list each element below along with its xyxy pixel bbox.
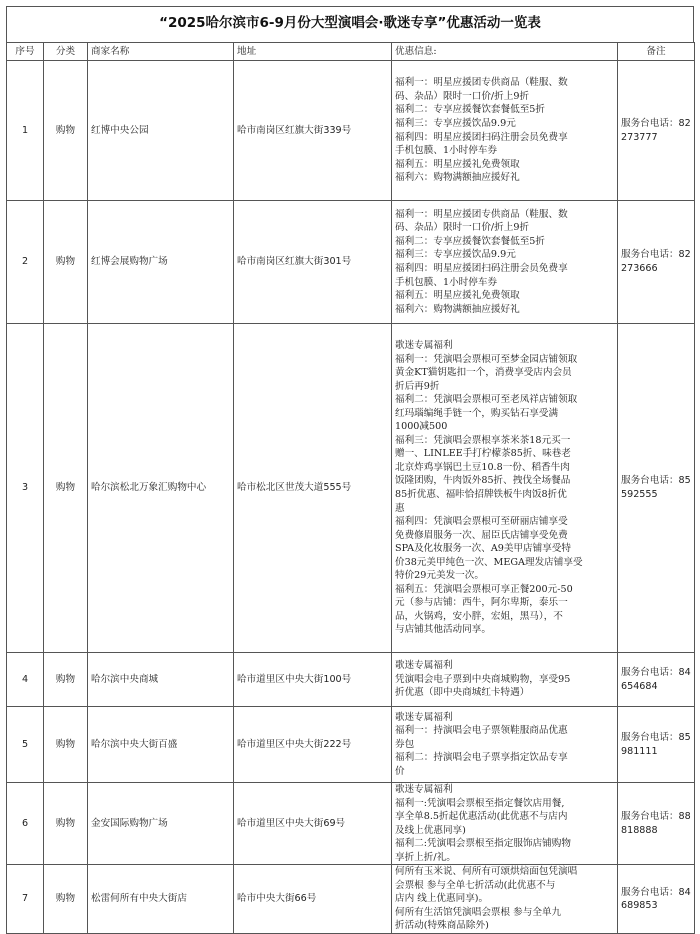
row-benefits xyxy=(392,201,618,324)
benefit-line: 福利五：明星应援礼免费领取 xyxy=(395,158,520,170)
benefit-line: 歌迷专属福利 xyxy=(395,660,453,672)
header-notes: 备注 xyxy=(618,43,695,61)
table-row xyxy=(7,201,695,324)
benefit-line: 福利三：凭演唱会票根享茶米茶18元买一 xyxy=(395,434,571,446)
row-index: 7 xyxy=(7,865,44,934)
benefit-line: 歌迷专属福利 xyxy=(395,339,453,351)
benefit-line: 及线上优惠同享) xyxy=(395,824,466,836)
benefit-line: 赠一、LINLEE手打柠檬茶85折、味巷老 xyxy=(395,448,571,460)
benefit-line: 与店铺其他活动同享。 xyxy=(395,624,491,636)
row-benefits xyxy=(392,783,618,865)
row-category: 购物 xyxy=(44,707,88,783)
row-benefits xyxy=(392,653,618,707)
row-index: 6 xyxy=(7,783,44,865)
benefit-line: 凭演唱会电子票到中央商城购物，享受95 xyxy=(395,673,571,685)
promotion-table xyxy=(6,42,695,934)
row-merchant-name: 松雷何所有中央大街店 xyxy=(88,865,234,934)
header-index: 序号 xyxy=(7,43,44,61)
benefit-line: 何所有生活馆凭演唱会票根 参与全单九 xyxy=(395,906,562,918)
row-benefits xyxy=(392,865,618,934)
row-merchant-name: 哈尔滨中央大街百盛 xyxy=(88,707,234,783)
benefit-line: 福利二：凭演唱会票根可至老凤祥店铺领取 xyxy=(395,394,578,406)
benefit-line: 特价29元美发一次。 xyxy=(395,570,484,582)
benefit-line: 码、杂品）限时一口价/折上9折 xyxy=(395,90,530,102)
benefit-line: 福利一：明星应援团专供商品（鞋服、数 xyxy=(395,208,568,220)
row-category: 购物 xyxy=(44,783,88,865)
benefit-line: 会票根 参与全单七折活动(此优惠不与 xyxy=(395,879,556,891)
benefit-line: 福利六：购物满额抽应援好礼 xyxy=(395,172,520,184)
benefit-line: 福利三：专享应援饮品9.9元 xyxy=(395,249,516,261)
benefit-line: 品，火锅鸡，安小胖，宏姐，黑马），不 xyxy=(395,610,563,622)
benefit-line: 歌迷专属福利 xyxy=(395,711,453,723)
row-note: 服务台电话：88818888 xyxy=(618,783,695,865)
benefit-line: 福利六：购物满额抽应援好礼 xyxy=(395,303,520,315)
table-row xyxy=(7,61,695,201)
header-merchant: 商家名称 xyxy=(88,43,234,61)
benefit-line: 享折上折/礼。 xyxy=(395,851,456,863)
row-merchant-name: 红博会展购物广场 xyxy=(88,201,234,324)
header-address: 地址 xyxy=(234,43,392,61)
row-benefits xyxy=(392,61,618,201)
benefit-line: 福利二：专享应援餐饮套餐低至5折 xyxy=(395,104,546,116)
benefit-line: 北京炸鸡享锅巴土豆10.8一份、稻香牛肉 xyxy=(395,461,570,473)
benefit-line: 红玛瑙编绳手链一个，购买钻石享受满 xyxy=(395,407,559,419)
row-index: 1 xyxy=(7,61,44,201)
row-category: 购物 xyxy=(44,324,88,653)
benefit-line: 福利五：明星应援礼免费领取 xyxy=(395,290,520,302)
benefit-line: 手机包膜、1小时停车券 xyxy=(395,276,498,288)
benefit-line: 折活动(特殊商品除外) xyxy=(395,920,489,932)
benefit-line: 价 xyxy=(395,765,405,777)
benefit-line: 店内 线上优惠同享)。 xyxy=(395,893,489,905)
benefit-line: 福利一：明星应援团专供商品（鞋服、数 xyxy=(395,77,568,89)
benefit-line: 折后再9折 xyxy=(395,380,440,392)
row-note: 服务台电话：82273666 xyxy=(618,201,695,324)
benefit-line: 福利二：专享应援餐饮套餐低至5折 xyxy=(395,235,546,247)
row-address: 哈市南岗区红旗大街339号 xyxy=(234,61,392,201)
benefit-line: 85折优惠、福咔恰招牌铁板牛肉饭8折优 xyxy=(395,489,567,500)
table-title: “2025哈尔滨市6-9月份大型演唱会·歌迷专享”优惠活动一览表 xyxy=(6,6,694,42)
row-category: 购物 xyxy=(44,61,88,201)
row-category: 购物 xyxy=(44,201,88,324)
benefit-line: 福利一：凭演唱会票根可至梦金园店铺领取 xyxy=(395,353,578,365)
benefit-line: 何所有玉米说、何所有可颂烘焙面包凭演唱 xyxy=(395,866,578,878)
header-benefits: 优惠信息: xyxy=(392,43,618,61)
benefit-line: 手机包膜、1小时停车券 xyxy=(395,145,498,157)
benefit-line: 惠 xyxy=(395,502,405,514)
benefit-line: 享全单8.5折起优惠活动(此优惠不与店内 xyxy=(395,811,568,823)
row-note: 服务台电话：84689853 xyxy=(618,865,695,934)
row-note: 服务台电话：84654684 xyxy=(618,653,695,707)
row-category: 购物 xyxy=(44,653,88,707)
table-row xyxy=(7,865,695,934)
row-merchant-name: 红博中央公园 xyxy=(88,61,234,201)
row-benefits xyxy=(392,707,618,783)
row-note: 服务台电话：85981111 xyxy=(618,707,695,783)
row-index: 4 xyxy=(7,653,44,707)
table-row xyxy=(7,783,695,865)
benefit-line: 福利三：专享应援饮品9.9元 xyxy=(395,117,516,129)
row-address: 哈市南岗区红旗大街301号 xyxy=(234,201,392,324)
benefit-line: 歌迷专属福利 xyxy=(395,784,453,795)
row-address: 哈市中央大街66号 xyxy=(234,865,392,934)
row-note: 服务台电话：82273777 xyxy=(618,61,695,201)
benefit-line: 元（参与店铺：西牛，阿尔卑斯，泰乐一 xyxy=(395,597,568,609)
benefit-line: 福利四：凭演唱会票根可至研丽店铺享受 xyxy=(395,516,568,528)
benefit-line: 1000减500 xyxy=(395,421,448,433)
benefit-line: 折优惠（即中央商城红卡特遇） xyxy=(395,687,530,699)
row-address: 哈市道里区中央大街222号 xyxy=(234,707,392,783)
row-address: 哈市道里区中央大街69号 xyxy=(234,783,392,865)
benefit-line: 黄金KT猫钥匙扣一个，消费享受店内会员 xyxy=(395,367,572,379)
row-address: 哈市松北区世茂大道555号 xyxy=(234,324,392,653)
header-category: 分类 xyxy=(44,43,88,61)
table-row xyxy=(7,653,695,707)
row-category: 购物 xyxy=(44,865,88,934)
benefit-line: 福利五：凭演唱会票根可享正餐200元-50 xyxy=(395,583,573,595)
row-index: 5 xyxy=(7,707,44,783)
benefit-line: 价38元美甲纯色一次、MEGA理发店铺享受 xyxy=(395,556,583,568)
benefit-line: 福利四：明星应援团扫码注册会员免费享 xyxy=(395,131,568,143)
row-address: 哈市道里区中央大街100号 xyxy=(234,653,392,707)
benefit-line: 福利二:凭演唱会票根至指定服饰店铺购物 xyxy=(395,838,571,850)
benefit-line: 券包 xyxy=(395,738,415,750)
row-merchant-name: 哈尔滨中央商城 xyxy=(88,653,234,707)
row-benefits xyxy=(392,324,618,653)
row-index: 2 xyxy=(7,201,44,324)
table-row xyxy=(7,324,695,653)
benefit-line: 福利二：持演唱会电子票享指定饮品专享 xyxy=(395,752,568,764)
benefit-line: 码、杂品）限时一口价/折上9折 xyxy=(395,222,530,234)
row-merchant-name: 金安国际购物广场 xyxy=(88,783,234,865)
benefit-line: 饭隆团购，牛肉饭外85折、拽伐全场餐品 xyxy=(395,475,571,487)
row-merchant-name: 哈尔滨松北万象汇购物中心 xyxy=(88,324,234,653)
table-row xyxy=(7,707,695,783)
row-index: 3 xyxy=(7,324,44,653)
benefit-line: SPA及化妆服务一次、A9美甲店铺享受特 xyxy=(395,543,572,555)
row-note: 服务台电话：85592555 xyxy=(618,324,695,653)
benefit-line: 福利四：明星应援团扫码注册会员免费享 xyxy=(395,263,568,274)
benefit-line: 福利一:凭演唱会票根至指定餐饮店用餐, xyxy=(395,797,565,809)
benefit-line: 福利一：持演唱会电子票领鞋服商品优惠 xyxy=(395,725,568,737)
header-row xyxy=(7,43,695,61)
benefit-line: 免费修眉服务一次、屈臣氏店铺享受免费 xyxy=(395,529,568,541)
